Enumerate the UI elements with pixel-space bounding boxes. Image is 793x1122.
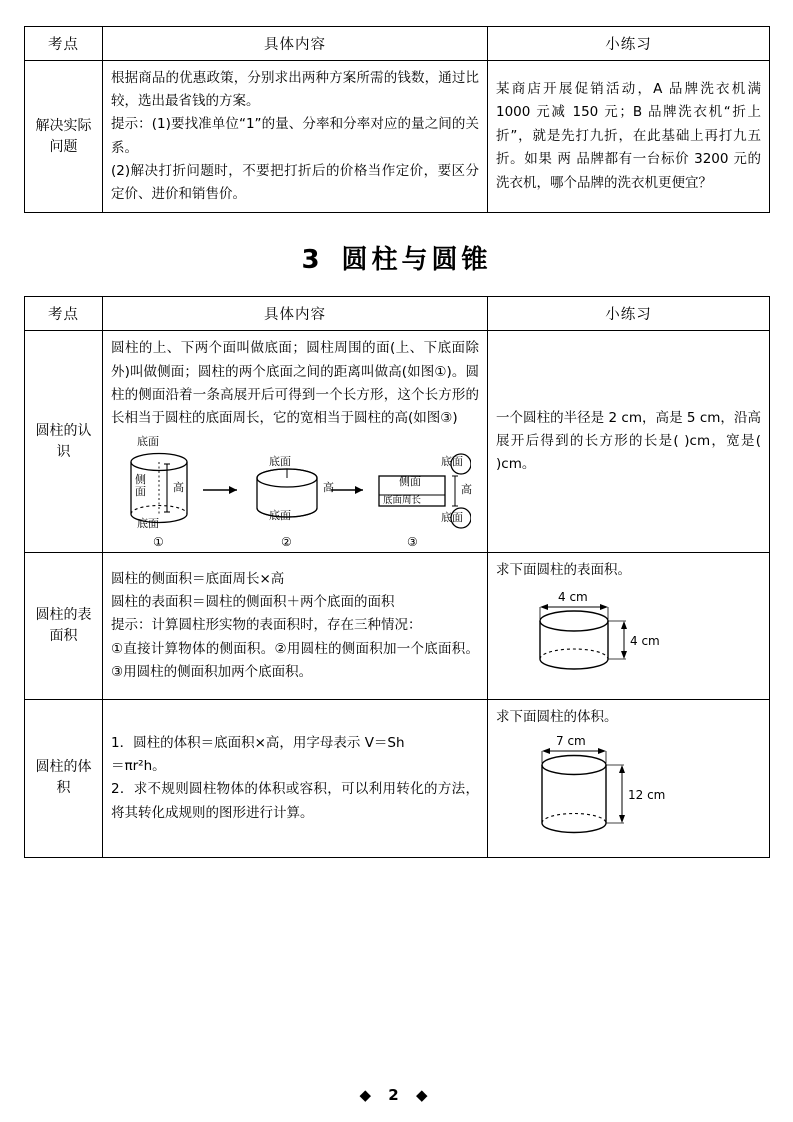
column-header-keypoint: 考点 xyxy=(25,27,103,61)
column-header-content: 具体内容 xyxy=(103,297,488,331)
practice-figure-volume xyxy=(496,735,761,851)
column-header-practice: 小练习 xyxy=(488,297,770,331)
table-main xyxy=(24,296,770,858)
content-line: (2)解决打折问题时，不要把打折后的价格当作定价，要区分定价、进价和销售价。 xyxy=(111,162,479,203)
keypoint-cell xyxy=(25,61,103,213)
content-line: 圆柱的表面积＝圆柱的侧面积＋两个底面的面积 xyxy=(111,594,395,611)
figure-dimension-diameter: 7 cm xyxy=(556,734,586,749)
practice-question: 一个圆柱的半径是 2 cm，高是 5 cm，沿高展开后得到的长方形的长是( )cm，宽是( )cm。 xyxy=(496,409,761,473)
practice-title: 求下面圆柱的表面积。 xyxy=(496,562,631,579)
column-header-content: 具体内容 xyxy=(103,27,488,61)
figure-label-top-base-2: 底面 xyxy=(269,455,291,469)
figure-label-height-1: 高 xyxy=(173,481,184,495)
figure-dimension-height: 4 cm xyxy=(630,633,660,648)
content-line: ＝πr²h。 xyxy=(111,758,166,775)
keypoint-label: 圆柱的体积 xyxy=(35,759,92,797)
keypoint-cell xyxy=(25,331,103,553)
figure-label-base-circumference: 底面周长 xyxy=(383,495,422,507)
content-cell xyxy=(103,61,488,213)
table-row xyxy=(25,331,770,553)
section-title xyxy=(24,239,769,276)
practice-figure-surface-area xyxy=(496,589,761,693)
figure-label-bottom-base-3: 底面 xyxy=(441,511,463,525)
content-line: 提示：计算圆柱形实物的表面积时，存在三种情况： xyxy=(111,617,422,634)
content-line: ①直接计算物体的侧面积。②用圆柱的侧面积加一个底面积。③用圆柱的侧面积加两个底面积。 xyxy=(111,640,479,680)
content-line: 根据商品的优惠政策，分别求出两种方案所需的钱数，通过比较，选出最省钱的方案。 xyxy=(111,70,479,110)
cylinder-surface-svg xyxy=(496,589,696,689)
section-name: 圆柱与圆锥 xyxy=(341,245,492,276)
figure-label-bottom-base-1: 底面 xyxy=(137,517,159,531)
content-cell xyxy=(103,331,488,553)
figure-label-height-3: 高 xyxy=(461,483,472,497)
keypoint-label: 圆柱的表面积 xyxy=(35,606,92,644)
figure-label-side-3: 侧面 xyxy=(399,475,421,489)
page-footer xyxy=(0,1086,793,1104)
practice-cell xyxy=(488,61,770,213)
keypoint-cell xyxy=(25,699,103,857)
content-line: 提示：(1)要找准单位“1”的量、分率和分率对应的量之间的关系。 xyxy=(111,116,479,156)
table-row xyxy=(25,61,770,213)
figure-label-bottom-base-2: 底面 xyxy=(269,509,291,523)
figure-number-2: ② xyxy=(281,535,292,550)
practice-cell xyxy=(488,699,770,857)
practice-title: 求下面圆柱的体积。 xyxy=(496,708,618,725)
table-row xyxy=(25,553,770,699)
table-row xyxy=(25,699,770,857)
page-number: 2 xyxy=(388,1086,405,1104)
footer-diamond-left: ◆ xyxy=(359,1086,378,1104)
table-header-row xyxy=(25,27,770,61)
cylinder-diagram-group xyxy=(111,435,479,550)
figure-dimension-diameter: 4 cm xyxy=(558,589,588,604)
keypoint-cell xyxy=(25,553,103,699)
content-line: 圆柱的上、下两个面叫做底面；圆柱周围的面(上、下底面除外)叫做侧面；圆柱的两个底面之间的距离叫做高(如图①)。圆柱的侧面沿着一条高展开后可得到一个长方形，这个长方形的长相当于圆柱的底面周长，它的宽相当于圆柱的高(如图③) xyxy=(111,340,479,426)
keypoint-label: 圆柱的认识 xyxy=(35,422,92,460)
cylinder-figures-svg xyxy=(111,435,471,542)
practice-cell xyxy=(488,331,770,553)
figure-number-3: ③ xyxy=(407,535,418,550)
cylinder-volume-svg xyxy=(496,735,696,851)
content-line: 1．圆柱的体积＝底面积×高，用字母表示 V＝Sh xyxy=(111,734,405,751)
figure-label-height-2: 高 xyxy=(323,481,334,495)
content-line: 圆柱的侧面积＝底面周长×高 xyxy=(111,570,285,587)
table-header-row xyxy=(25,297,770,331)
column-header-practice: 小练习 xyxy=(488,27,770,61)
footer-diamond-right: ◆ xyxy=(415,1086,434,1104)
figure-number-1: ① xyxy=(153,535,164,550)
figure-label-top-base-1: 底面 xyxy=(137,435,159,449)
practice-question: 某商店开展促销活动，A 品牌洗衣机满 1000 元减 150 元；B 品牌洗衣机“折上折”，就是先打九折，在此基础上再打九五折。如果 两 品牌都有一台标价 3200 元的洗衣机，哪个品牌的洗衣机更便宜？ xyxy=(496,80,761,191)
content-line: 2．求不规则圆柱物体的体积或容积，可以利用转化的方法，将其转化成规则的图形进行计算。 xyxy=(111,781,479,821)
practice-cell xyxy=(488,553,770,699)
table-top xyxy=(24,26,770,213)
column-header-keypoint: 考点 xyxy=(25,297,103,331)
content-cell xyxy=(103,699,488,857)
keypoint-label: 解决实际问题 xyxy=(35,117,92,155)
figure-dimension-height: 12 cm xyxy=(628,788,666,803)
figure-label-top-base-3: 底面 xyxy=(441,455,463,469)
figure-label-side-1: 侧面 xyxy=(135,473,146,499)
section-number: 3 xyxy=(301,245,324,276)
content-cell xyxy=(103,553,488,699)
